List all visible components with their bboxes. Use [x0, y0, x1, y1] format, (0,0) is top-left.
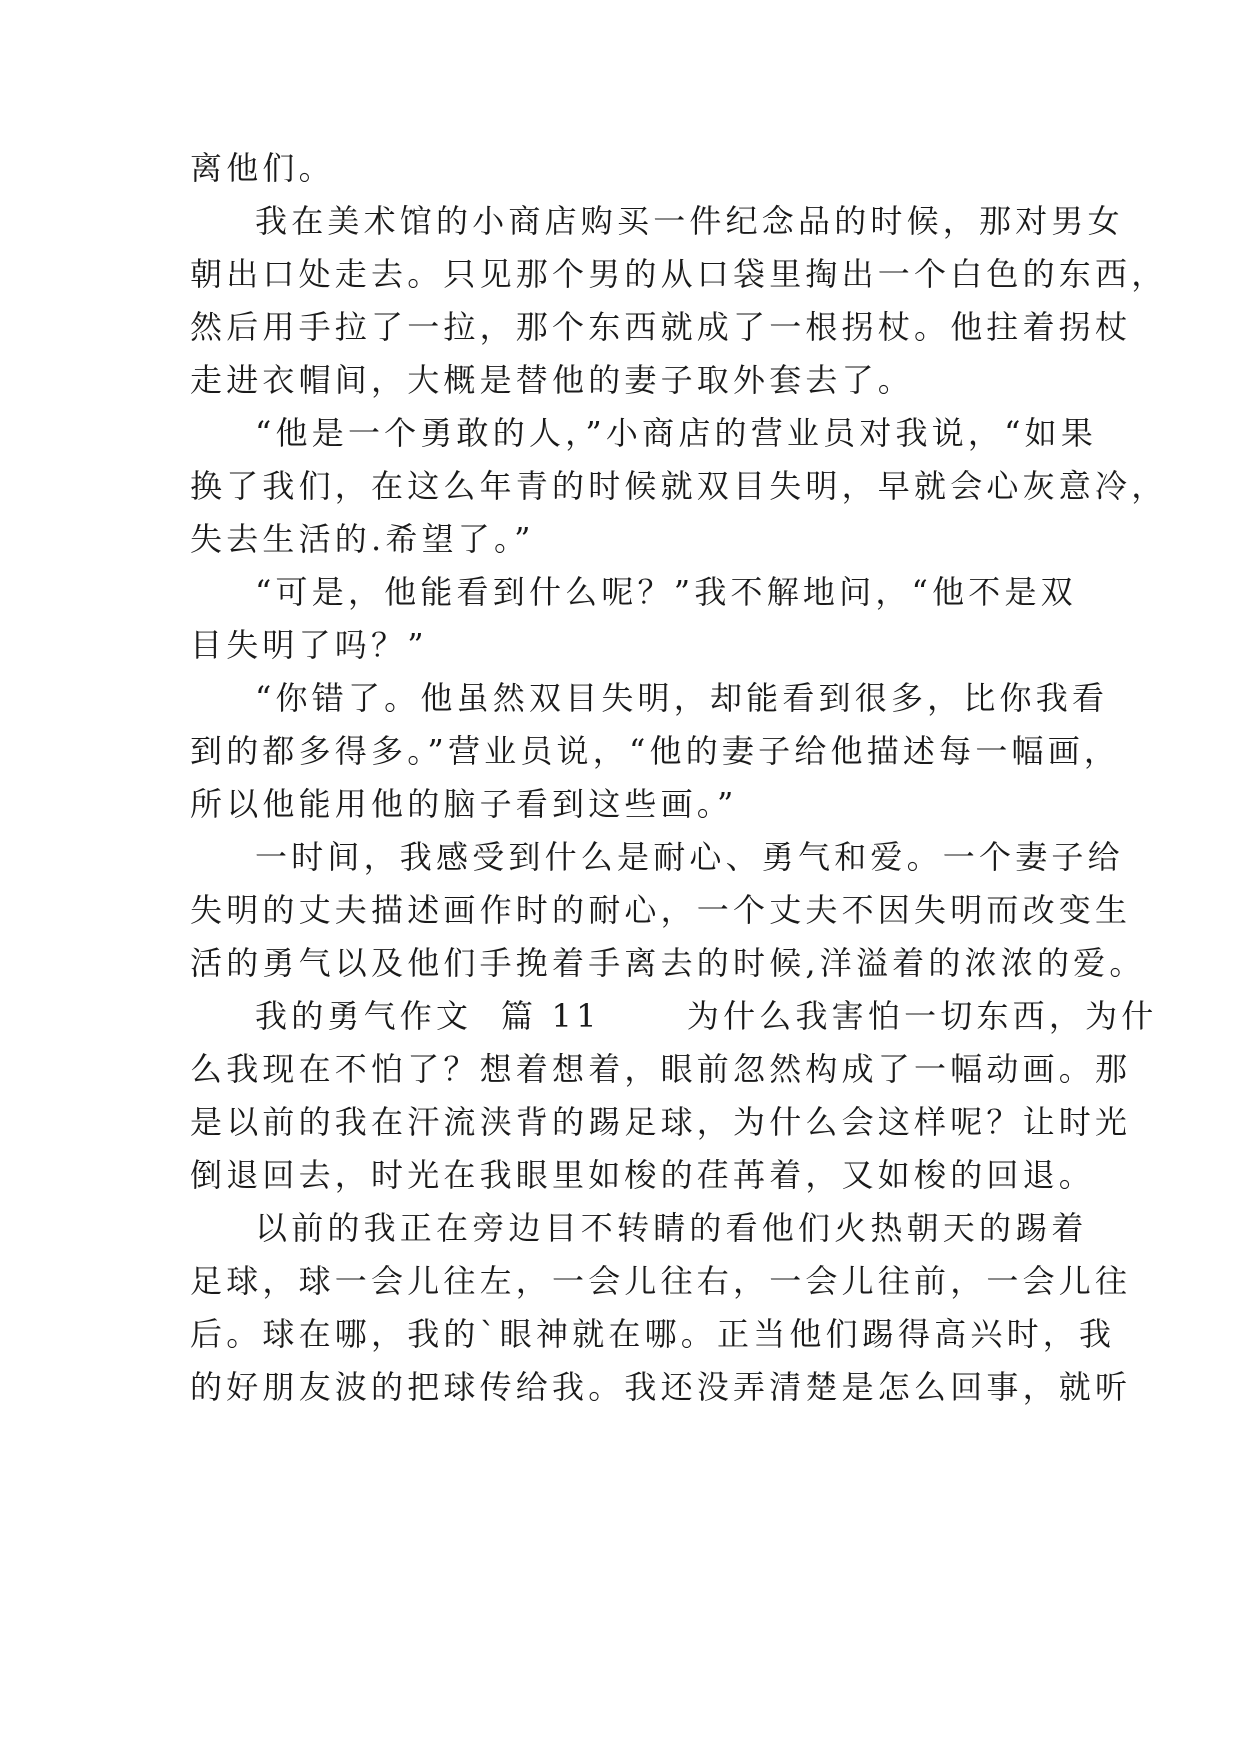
- paragraph-first-line: “可是，他能看到什么呢？”我不解地问，“他不是双: [255, 573, 1077, 611]
- section-heading-line: 我的勇气作文 篇 11 为什么我害怕一切东西，为什: [255, 997, 1158, 1035]
- text-line: 失明的丈夫描述画作时的耐心，一个丈夫不因失明而改变生: [190, 891, 1132, 929]
- paragraph-first-line: “你错了。他虽然双目失明，却能看到很多，比你我看: [255, 679, 1109, 717]
- text-line: 么我现在不怕了？想着想着，眼前忽然构成了一幅动画。那: [190, 1050, 1132, 1088]
- text-line: 的好朋友波的把球传给我。我还没弄清楚是怎么回事，就听: [190, 1368, 1132, 1406]
- text-line: 是以前的我在汗流浃背的踢足球，为什么会这样呢？让时光: [190, 1103, 1132, 1141]
- text-line: 到的都多得多。”营业员说，“他的妻子给他描述每一幅画，: [190, 732, 1121, 770]
- text-line: 倒退回去，时光在我眼里如梭的荏苒着，又如梭的回退。: [190, 1156, 1096, 1194]
- paragraph-first-line: 一时间，我感受到什么是耐心、勇气和爱。一个妻子给: [255, 838, 1124, 876]
- text-line: 活的勇气以及他们手挽着手离去的时候,洋溢着的浓浓的爱。: [190, 944, 1146, 982]
- text-line: 目失明了吗？”: [190, 626, 428, 664]
- paragraph-first-line: 以前的我正在旁边目不转睛的看他们火热朝天的踢着: [255, 1209, 1088, 1247]
- text-line: 走进衣帽间，大概是替他的妻子取外套去了。: [190, 361, 915, 399]
- text-line: 离他们。: [190, 149, 335, 187]
- text-line: 换了我们，在这么年青的时候就双目失明，早就会心灰意冷，: [190, 467, 1168, 505]
- text-line: 朝出口处走去。只见那个男的从口袋里掏出一个白色的东西，: [190, 255, 1168, 293]
- text-line: 然后用手拉了一拉，那个东西就成了一根拐杖。他拄着拐杖: [190, 308, 1132, 346]
- text-line: 失去生活的.希望了。”: [190, 520, 535, 558]
- text-line: 足球，球一会儿往左，一会儿往右，一会儿往前，一会儿往: [190, 1262, 1132, 1300]
- paragraph-first-line: 我在美术馆的小商店购买一件纪念品的时候，那对男女: [255, 202, 1124, 240]
- text-line: 后。球在哪，我的`眼神就在哪。正当他们踢得高兴时，我: [190, 1315, 1116, 1353]
- paragraph-first-line: “他是一个勇敢的人，”小商店的营业员对我说，“如果: [255, 414, 1098, 452]
- text-line: 所以他能用他的脑子看到这些画。”: [190, 785, 738, 823]
